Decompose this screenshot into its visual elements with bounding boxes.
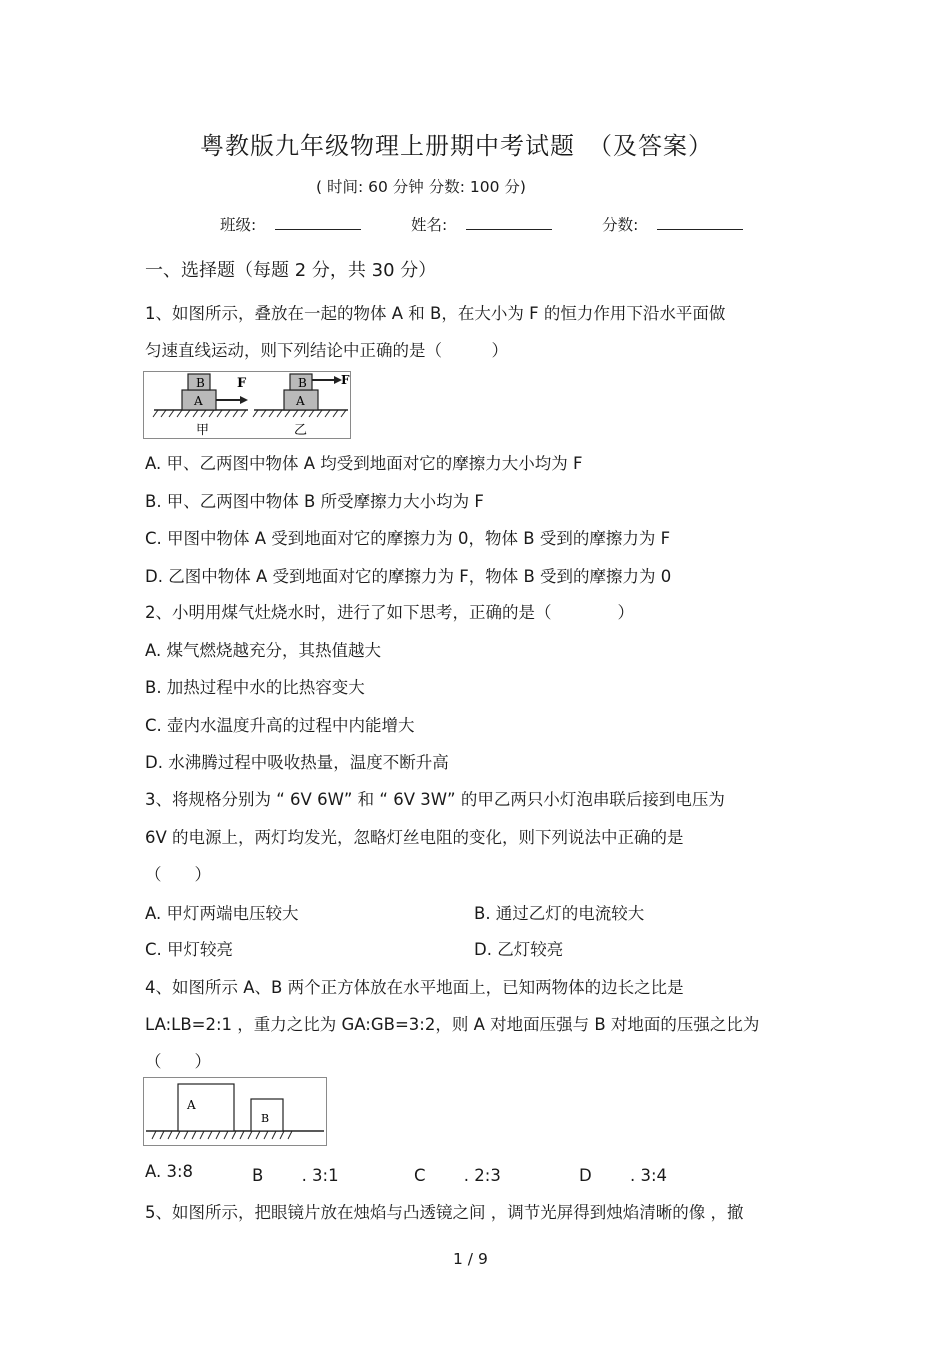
page-number: 1 / 9 [453,1250,488,1268]
q3-stem-line2: 6V 的电源上，两灯均发光，忽略灯丝电阻的变化，则下列说法中正确的是 [145,828,684,847]
q1-figure [143,371,351,439]
q1-option-d: D. 乙图中物体 A 受到地面对它的摩擦力为 F，物体 B 受到的摩擦力为 0 [145,567,672,586]
q1-stem-line1: 1、如图所示，叠放在一起的物体 A 和 B，在大小为 F 的恒力作用下沿水平面做 [145,304,726,323]
q1-right-force: F [341,373,350,387]
q3-stem-line1: 3、将规格分别为 “ 6V 6W” 和 “ 6V 3W” 的甲乙两只小灯泡串联后接到电压为 [145,790,725,809]
q4-stem-line2: LA:LB=2:1 ，重力之比为 GA:GB=3:2，则 A 对地面压强与 B 对地面的压强之比为 [145,1015,760,1034]
q1-left-force: F [237,376,247,391]
q1-figure-drawing [144,372,350,438]
q4-block-a-label: A [187,1098,196,1112]
q2-option-a: A. 煤气燃烧越充分，其热值越大 [145,641,381,660]
info-fields [220,213,743,235]
q1-option-c: C. 甲图中物体 A 受到地面对它的摩擦力为 0，物体 B 受到的摩擦力为 F [145,529,671,548]
q1-left-block-b: B [196,376,205,390]
q4-option-b: B . 3:1 [252,1166,339,1185]
q1-left-block-a: A [194,394,203,408]
q1-label-jia: 甲 [196,423,210,438]
q4-figure-drawing [144,1078,326,1145]
page-title: 粤教版九年级物理上册期中考试题 （及答案） [200,132,713,160]
q3-option-c: C. 甲灯较亮 [145,940,234,959]
score-label: 分数: [602,216,639,234]
q1-right-block-b: B [298,376,307,390]
q2-option-d: D. 水沸腾过程中吸收热量，温度不断升高 [145,753,449,772]
name-blank [466,215,552,230]
q1-option-a: A. 甲、乙两图中物体 A 均受到地面对它的摩擦力大小均为 F [145,454,583,473]
class-blank [275,215,361,230]
q4-stem-line3: （ ） [145,1052,211,1071]
q5-stem-line1: 5、如图所示，把眼镜片放在烛焰与凸透镜之间 ，调节光屏得到烛焰清晰的像 ，撤 [145,1203,744,1222]
q2-option-c: C. 壶内水温度升高的过程中内能增大 [145,716,415,735]
q1-label-yi: 乙 [294,423,308,438]
q3-stem-line3: （ ） [145,865,211,884]
class-label: 班级: [220,216,257,234]
q3-option-d: D. 乙灯较亮 [474,940,564,959]
q3-option-b: B. 通过乙灯的电流较大 [474,904,645,923]
q4-figure [143,1077,327,1146]
q4-block-b-label: B [261,1112,270,1125]
q2-stem: 2、小明用煤气灶烧水时，进行了如下思考，正确的是（ ） [145,603,634,622]
q3-option-a: A. 甲灯两端电压较大 [145,904,299,923]
q1-stem-line2: 匀速直线运动，则下列结论中正确的是（ ） [145,341,508,360]
q4-stem-line1: 4、如图所示 A、B 两个正方体放在水平地面上，已知两物体的边长之比是 [145,978,684,997]
exam-info: ( 时间: 60 分钟 分数: 100 分) [316,178,526,196]
q1-right-block-a: A [296,394,305,408]
q1-option-b: B. 甲、乙两图中物体 B 所受摩擦力大小均为 F [145,492,484,511]
score-blank [657,215,743,230]
q4-option-d: D . 3:4 [579,1166,667,1185]
q2-option-b: B. 加热过程中水的比热容变大 [145,678,365,697]
q4-option-a: A. 3:8 [145,1162,194,1181]
section-heading: 一、选择题（每题 2 分，共 30 分） [145,260,437,281]
q4-option-c: C . 2:3 [414,1166,501,1185]
name-label: 姓名: [411,216,448,234]
